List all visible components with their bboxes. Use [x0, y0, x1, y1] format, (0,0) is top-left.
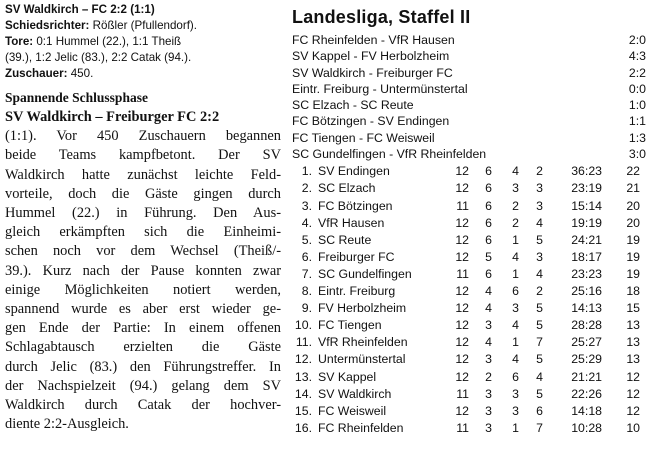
standing-points: 18 [626, 284, 640, 299]
standings-row [292, 180, 646, 197]
standing-wins: 3 [485, 318, 492, 333]
standing-team: SV Kappel [318, 369, 377, 384]
standing-losses: 5 [536, 352, 543, 367]
standing-draws: 4 [512, 352, 519, 367]
standings-row [292, 351, 646, 368]
referee-label: Schiedsrichter: [5, 19, 90, 32]
fixture-row [292, 97, 646, 113]
fixtures-list [292, 32, 646, 162]
standing-team: SC Elzach [318, 181, 376, 196]
league-column [292, 2, 646, 437]
referee-value: Rößler (Pfullendorf). [92, 19, 198, 32]
article-line: Schlagabtausch erzielten die Gäste [5, 339, 281, 356]
article-line: Hummel (22.) in Führung. Den Aus- [5, 205, 281, 222]
standing-points: 21 [626, 181, 640, 196]
standing-points: 19 [626, 266, 640, 281]
article-line: durch Jelic (83.) den Führungstreffer. In [5, 358, 281, 375]
standings-row [292, 386, 646, 403]
standing-rank: 14. [294, 386, 312, 401]
standing-rank: 5. [301, 232, 312, 247]
standing-wins: 3 [485, 420, 492, 435]
league-title: Landesliga, Staffel II [292, 7, 471, 27]
standing-points: 13 [626, 318, 640, 333]
standing-wins: 3 [485, 352, 492, 367]
article-line: gleich erkämpften sich die Einheimi- [5, 224, 281, 241]
article-lines [5, 127, 281, 434]
standing-wins: 6 [485, 198, 492, 213]
standing-team: SV Waldkirch [318, 386, 392, 401]
standing-losses: 7 [536, 420, 543, 435]
standing-rank: 3. [301, 198, 312, 213]
standing-games: 12 [455, 301, 469, 316]
standing-goals: 25:27 [571, 335, 602, 350]
goals-label: Tore: [5, 35, 34, 48]
article-line: 39.). Kurz nach der Pause konnten zwar [5, 262, 281, 279]
standing-losses: 5 [536, 301, 543, 316]
article-line: vorteile, doch die Gäste gingen durch [5, 185, 281, 202]
standings-row [292, 232, 646, 249]
standing-goals: 24:21 [571, 232, 602, 247]
fixture-score: 0:0 [628, 81, 646, 96]
fixture-row [292, 113, 646, 129]
standing-rank: 8. [301, 284, 312, 299]
standing-points: 10 [626, 420, 640, 435]
fixture-score: 2:0 [628, 33, 646, 47]
fixture-row [292, 65, 646, 81]
standing-losses: 7 [536, 335, 543, 350]
article-line: schen noch vor dem Wechsel (Theiß/- [5, 243, 281, 260]
standing-team: FC Bötzingen [318, 198, 393, 213]
article-headline: Spannende Schlussphase [5, 90, 148, 105]
standing-points: 15 [626, 301, 640, 316]
standing-draws: 4 [512, 249, 519, 264]
standing-games: 12 [455, 284, 469, 299]
standing-games: 12 [455, 369, 469, 384]
standing-team: VfR Hausen [318, 215, 385, 230]
standing-team: FC Tiengen [318, 318, 382, 333]
standing-rank: 9. [301, 301, 312, 316]
standing-games: 12 [455, 181, 469, 196]
fixture-score: 1:0 [628, 98, 646, 113]
standing-team: Freiburger FC [318, 249, 395, 264]
article-line: Waldkirch durch Catak der hochver- [5, 397, 281, 414]
standing-rank: 10. [294, 318, 312, 333]
standing-wins: 6 [485, 164, 492, 179]
standing-games: 11 [456, 386, 469, 401]
standing-games: 12 [455, 249, 469, 264]
standing-wins: 2 [485, 369, 492, 384]
standing-wins: 3 [485, 386, 492, 401]
standing-team: VfR Rheinfelden [318, 335, 408, 350]
standings-row [292, 334, 646, 351]
standings-row [292, 403, 646, 420]
standing-draws: 3 [512, 386, 519, 401]
standing-games: 12 [455, 215, 469, 230]
goals-value-2: (39.), 1:2 Jelic (83.), 2:2 Catak (94.). [5, 51, 192, 64]
standing-points: 22 [626, 164, 640, 179]
standing-games: 12 [455, 335, 469, 350]
fixture-match: FC Bötzingen - SV Endingen [292, 114, 450, 129]
fixture-match: FC Rheinfelden - VfR Hausen [292, 33, 455, 47]
standing-games: 11 [456, 266, 469, 281]
standing-wins: 4 [485, 301, 492, 316]
standing-games: 12 [455, 232, 469, 247]
standings-row [292, 249, 646, 266]
standing-losses: 2 [536, 164, 543, 179]
article-line: diente 2:2-Ausgleich. [5, 416, 129, 433]
fixture-match: FC Tiengen - FC Weisweil [292, 130, 435, 145]
standing-goals: 10:28 [571, 420, 602, 435]
match-info-box [5, 2, 281, 82]
standing-team: SC Reute [318, 232, 372, 247]
fixture-row [292, 81, 646, 97]
standing-points: 12 [626, 369, 640, 384]
standing-losses: 6 [536, 403, 543, 418]
standing-rank: 12. [294, 352, 312, 367]
article-line: beide Teams kampfbetont. Der SV [5, 147, 281, 164]
standing-points: 19 [626, 249, 640, 264]
standing-games: 12 [455, 352, 469, 367]
fixture-match: SC Gundelfingen - VfR Rheinfelden [292, 147, 487, 162]
standing-team: SC Gundelfingen [318, 266, 412, 281]
spectators-value: 450. [70, 67, 94, 80]
standing-wins: 3 [485, 403, 492, 418]
fixture-score: 3:0 [628, 147, 646, 162]
standing-goals: 18:17 [571, 249, 602, 264]
result-line [5, 2, 281, 18]
article-body [5, 108, 281, 434]
goals-value-1: 0:1 Hummel (22.), 1:1 Theiß [36, 35, 182, 48]
standing-wins: 6 [485, 215, 492, 230]
standing-rank: 16. [294, 420, 312, 435]
standing-team: Untermünstertal [318, 352, 406, 367]
match-report-column [5, 2, 281, 434]
spectators-line [5, 66, 281, 82]
standing-draws: 3 [512, 181, 519, 196]
fixture-score: 2:2 [628, 65, 646, 80]
standing-goals: 21:21 [571, 369, 602, 384]
standing-draws: 4 [512, 164, 519, 179]
standing-draws: 1 [512, 420, 519, 435]
standing-losses: 4 [536, 266, 543, 281]
article-line: gen Ende der Partie: In einem offenen [5, 320, 281, 337]
standing-goals: 25:16 [571, 284, 602, 299]
standing-losses: 5 [536, 232, 543, 247]
standings-row [292, 266, 646, 283]
standing-games: 12 [455, 164, 469, 179]
standing-points: 20 [626, 198, 640, 213]
standing-wins: 4 [485, 284, 492, 299]
standing-points: 12 [626, 386, 640, 401]
standing-losses: 3 [536, 198, 543, 213]
standing-rank: 15. [294, 403, 312, 418]
fixture-match: SC Elzach - SC Reute [292, 98, 414, 113]
standing-losses: 5 [536, 318, 543, 333]
standing-team: FC Weisweil [318, 403, 387, 418]
fixture-row [292, 146, 646, 162]
article-line: (1:1). Vor 450 Zuschauern begannen [5, 128, 281, 145]
article-line: der Nachspielzeit (94.) gelang dem SV [5, 377, 281, 394]
article-lead: SV Waldkirch – Freiburger FC 2:2 [5, 109, 220, 125]
standing-goals: 28:28 [571, 318, 602, 333]
spectators-label: Zuschauer: [5, 67, 68, 80]
standing-team: FC Rheinfelden [318, 420, 404, 435]
standing-draws: 6 [512, 369, 519, 384]
standing-team: Eintr. Freiburg [318, 284, 396, 299]
standing-goals: 23:19 [571, 181, 602, 196]
standing-points: 12 [626, 403, 640, 418]
standing-points: 13 [626, 352, 640, 367]
article-line: einige Möglichkeiten notiert werden, [5, 281, 281, 298]
standing-draws: 3 [512, 403, 519, 418]
standings-row [292, 198, 646, 215]
standings-row [292, 420, 646, 437]
standing-draws: 1 [512, 266, 519, 281]
standing-points: 13 [626, 335, 640, 350]
standing-losses: 3 [536, 181, 543, 196]
standing-team: FV Herbolzheim [318, 301, 407, 316]
standing-losses: 3 [536, 249, 543, 264]
standing-points: 20 [626, 215, 640, 230]
standing-draws: 4 [512, 318, 519, 333]
standing-losses: 4 [536, 369, 543, 384]
fixture-row [292, 48, 646, 64]
referee-line [5, 18, 281, 34]
standing-team: SV Endingen [318, 164, 390, 179]
fixture-match: SV Waldkirch - Freiburger FC [292, 65, 453, 80]
standing-rank: 7. [301, 266, 312, 281]
standings-row [292, 215, 646, 232]
standing-losses: 2 [536, 284, 543, 299]
standing-points: 19 [626, 232, 640, 247]
standing-wins: 4 [485, 335, 492, 350]
fixture-score: 1:1 [628, 114, 646, 129]
standings-row [292, 317, 646, 334]
standing-draws: 2 [512, 215, 519, 230]
fixture-score: 4:3 [628, 49, 646, 64]
standing-games: 11 [456, 198, 469, 213]
standing-wins: 6 [485, 266, 492, 281]
standing-games: 11 [456, 420, 469, 435]
standings-table [292, 163, 646, 437]
standing-goals: 25:29 [571, 352, 602, 367]
goals-line-2 [5, 50, 281, 66]
standing-goals: 19:19 [571, 215, 602, 230]
article-line: spannend wurde es aber erst wieder ge- [5, 301, 281, 318]
fixture-match: SV Kappel - FV Herbolzheim [292, 49, 450, 64]
standing-draws: 6 [512, 284, 519, 299]
goals-line [5, 34, 281, 50]
standing-wins: 6 [485, 181, 492, 196]
standing-rank: 11. [295, 335, 312, 350]
standings-row [292, 163, 646, 180]
standing-rank: 1. [301, 164, 312, 179]
standing-goals: 14:18 [571, 403, 602, 418]
standings-row [292, 369, 646, 386]
standing-goals: 22:26 [571, 386, 602, 401]
standing-losses: 5 [536, 386, 543, 401]
standing-wins: 5 [485, 249, 492, 264]
fixture-match: Eintr. Freiburg - Untermünstertal [292, 81, 468, 96]
standing-games: 12 [455, 318, 469, 333]
fixture-score: 1:3 [628, 130, 646, 145]
standings-row [292, 300, 646, 317]
standing-goals: 23:23 [571, 266, 602, 281]
standing-draws: 1 [512, 335, 519, 350]
result-text: SV Waldkirch – FC 2:2 (1:1) [5, 3, 155, 16]
standing-draws: 1 [512, 232, 519, 247]
article-line: Waldkirch hatte zunächst leichte Feld- [5, 166, 281, 183]
standing-draws: 3 [512, 301, 519, 316]
standing-rank: 4. [301, 215, 312, 230]
standing-wins: 6 [485, 232, 492, 247]
standing-goals: 36:23 [571, 164, 602, 179]
standing-rank: 6. [301, 249, 312, 264]
fixture-row [292, 130, 646, 146]
standing-draws: 2 [512, 198, 519, 213]
standing-losses: 4 [536, 215, 543, 230]
standing-rank: 13. [294, 369, 312, 384]
standing-games: 12 [455, 403, 469, 418]
standing-goals: 14:13 [571, 301, 602, 316]
standing-rank: 2. [301, 181, 312, 196]
standings-row [292, 283, 646, 300]
standing-goals: 15:14 [571, 198, 602, 213]
fixture-row [292, 32, 646, 48]
